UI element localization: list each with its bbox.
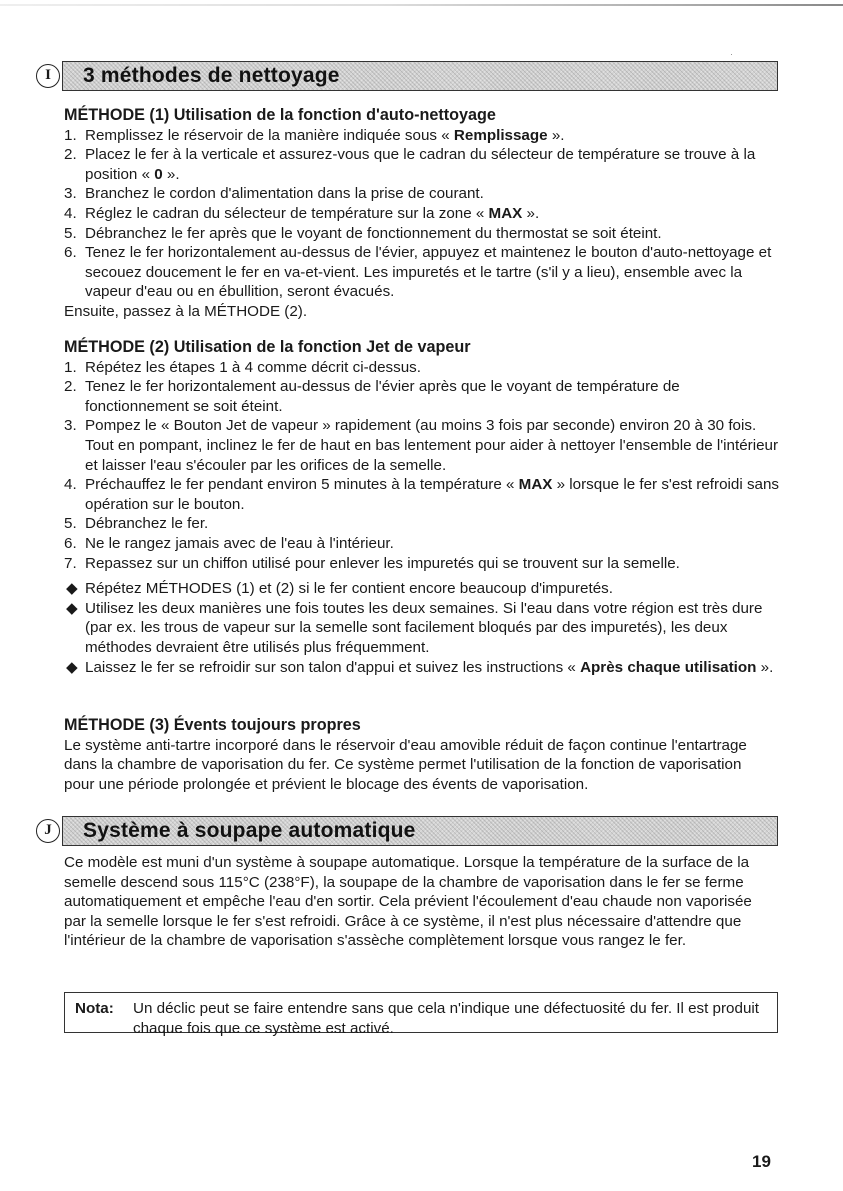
method-2-bullet: ◆ Laissez le fer se refroidir sur son talon d'appui et suivez les instructions « Après chaque utilisation ».: [66, 658, 774, 676]
method-2-heading: MÉTHODE (2) Utilisation de la fonction Jet de vapeur: [64, 338, 471, 356]
nota-box: [64, 992, 778, 1037]
section-j-letter-icon: J: [36, 819, 60, 843]
method-2-step: 5. Débranchez le fer.: [64, 515, 209, 533]
method-2: [64, 338, 784, 677]
section-j-title-bar: [62, 816, 778, 846]
method-1-step: 2. Placez le fer à la verticale et assurez-vous que le cadran du sélecteur de température se trouve à la position « 0 ».: [64, 146, 756, 183]
method-2-step: 6. Ne le rangez jamais avec de l'eau à l'intérieur.: [64, 534, 394, 552]
section-j-text: Ce modèle est muni d'un système à soupape automatique. Lorsque la température de la surface de la semelle descend sous 115°C (238°F), la soupape de la chambre de vaporisation dans le fer se ferme automatiquement et empêche l'eau d'en sortir. Cela prévient l'écoulement d'eau chaude non vaporisée par la semelle lorsque le fer s'est refroidi. Grâce à ce système, il n'est plus nécessaire d'attendre que l'intérieur de la chambre de vaporisation s'assèche complètement lorsque vous rangez le fer.: [64, 854, 752, 950]
nota-text: Un déclic peut se faire entendre sans que cela n'indique une défectuosité du fer. Il est produit chaque fois que ce système est activé.: [133, 1000, 759, 1037]
method-2-step: 3. Pompez le « Bouton Jet de vapeur » rapidement (au moins 3 fois par seconde) environ 20 à 30 fois. Tout en pompant, inclinez le fer de haut en bas lentement pour aider à nettoyer l'ensemble de l'intérieur et laisser l'eau s'écouler par les orifices de la semelle.: [64, 417, 779, 474]
method-2-step: 4. Préchauffez le fer pendant environ 5 minutes à la température « MAX » lorsque le fer s'est refroidi sans opération sur le bouton.: [64, 476, 780, 513]
page-number: 19: [752, 1152, 771, 1171]
method-1: [64, 106, 784, 322]
method-2-step: 1. Répétez les étapes 1 à 4 comme décrit ci-dessus.: [64, 358, 421, 376]
section-j-title: Système à soupape automatique: [83, 819, 416, 843]
method-1-step: 1. Remplissez le réservoir de la manière indiquée sous « Remplissage ».: [64, 126, 565, 144]
method-3-text: Le système anti-tartre incorporé dans le réservoir d'eau amovible réduit de façon continue l'entartrage dans la chambre de vaporisation du fer. Ce système permet l'utilisation de la fonction de vaporisation pour une période prolongée et prévient le blocage des évents de vaporisation.: [64, 736, 747, 793]
method-1-step: 6. Tenez le fer horizontalement au-dessus de l'évier, appuyez et maintenez le bouton d'auto-nettoyage et secouez doucement le fer en va-et-vient. Les impuretés et le tartre (s'il y a lieu), ensemble avec la vapeur d'eau ou en ébullition, seront évacués.: [64, 244, 772, 301]
section-j-header: [36, 816, 778, 846]
method-2-step: 2. Tenez le fer horizontalement au-dessus de l'évier après que le voyant de température de fonctionnement se soit éteint.: [64, 378, 680, 415]
method-1-after: Ensuite, passez à la MÉTHODE (2).: [64, 302, 308, 320]
method-2-step: 7. Repassez sur un chiffon utilisé pour enlever les impuretés qui se trouvent sur la semelle.: [64, 554, 680, 572]
method-2-bullet: ◆ Utilisez les deux manières une fois toutes les deux semaines. Si l'eau dans votre région est très dure (par ex. les trous de vapeur sur la semelle sont facilement bloqués par des impuretés), les deux méthodes devraient être utilisés plus fréquemment.: [66, 599, 763, 656]
diamond-bullet-icon: ◆: [66, 599, 78, 617]
top-edge-rule: [0, 4, 843, 6]
method-1-heading: MÉTHODE (1) Utilisation de la fonction d'auto-nettoyage: [64, 106, 496, 124]
section-i-letter-icon: I: [36, 64, 60, 88]
diamond-bullet-icon: ◆: [66, 658, 78, 676]
section-j-body: [64, 853, 776, 951]
section-i-title-bar: [62, 61, 778, 91]
method-1-step: 5. Débranchez le fer après que le voyant de fonctionnement du thermostat se soit éteint.: [64, 224, 662, 242]
method-3: [64, 716, 776, 794]
nota-row: [75, 999, 767, 1038]
method-3-heading: MÉTHODE (3) Évents toujours propres: [64, 716, 361, 734]
nota-label: Nota:: [75, 1000, 114, 1017]
method-1-step: 3. Branchez le cordon d'alimentation dans la prise de courant.: [64, 185, 484, 203]
method-2-bullet: ◆ Répétez MÉTHODES (1) et (2) si le fer contient encore beaucoup d'impuretés.: [66, 580, 613, 598]
section-i-title: 3 méthodes de nettoyage: [83, 64, 340, 88]
section-i-header: [36, 61, 778, 91]
method-1-step: 4. Réglez le cadran du sélecteur de température sur la zone « MAX ».: [64, 204, 540, 222]
scan-speck: ·: [730, 49, 733, 59]
diamond-bullet-icon: ◆: [66, 580, 78, 598]
